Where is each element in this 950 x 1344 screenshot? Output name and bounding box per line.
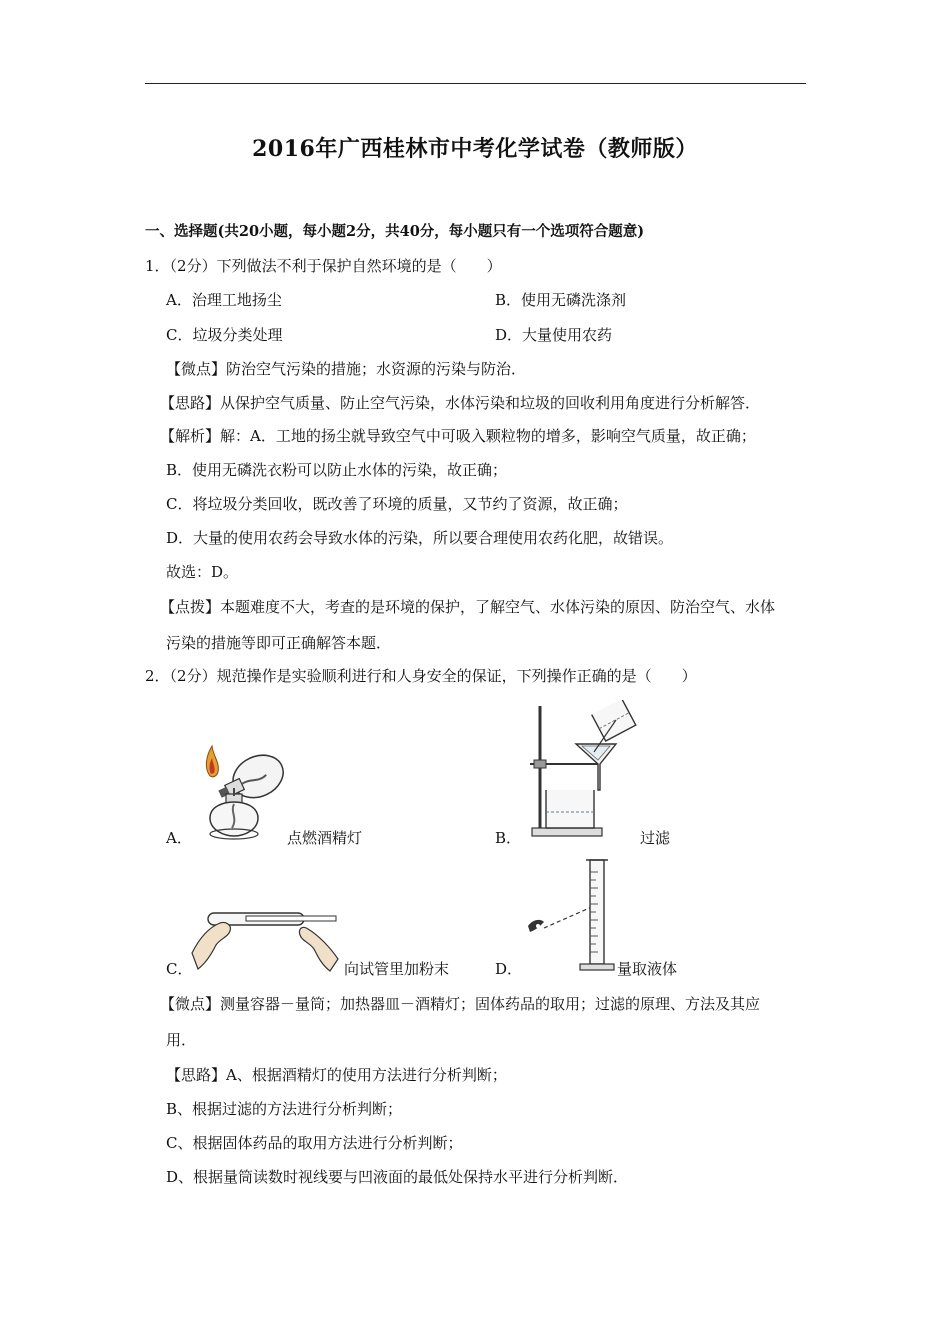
q2-weidian-line: 用．	[166, 1031, 197, 1049]
q1-jiexi-line: 【解析】解：A．工地的扬尘就导致空气中可吸入颗粒物的增多，影响空气质量，故正确；	[160, 427, 756, 445]
q2-option-c-letter: C．	[166, 960, 193, 978]
q1-silu: 【思路】从保护空气质量、防止空气污染，水体污染和垃圾的回收利用角度进行分析解答．	[160, 394, 761, 412]
alcohol-lamp-figure	[190, 738, 292, 842]
q1-option-c: C．垃圾分类处理	[166, 326, 283, 344]
q2-stem: 2．（2分）规范操作是实验顺利进行和人身安全的保证，下列操作正确的是（ ）	[145, 667, 697, 685]
q2-option-d-letter: D．	[495, 960, 523, 978]
page-title: 2016年广西桂林市中考化学试卷（教师版）	[252, 136, 698, 162]
q2-option-b-letter: B．	[495, 829, 522, 847]
graduated-cylinder-figure	[524, 856, 616, 974]
q1-dianbo-line: 污染的措施等即可正确解答本题．	[166, 634, 392, 652]
q2-option-a-letter: A．	[166, 829, 192, 847]
header-rule	[145, 83, 806, 84]
q2-option-b-text: 过滤	[640, 829, 671, 847]
q1-option-a: A．治理工地扬尘	[166, 291, 282, 309]
test-tube-figure	[190, 893, 340, 973]
q1-dianbo-line: 【点拨】本题难度不大，考查的是环境的保护，了解空气、水体污染的原因、防治空气、水体	[160, 598, 776, 616]
q2-weidian-line: 【微点】测量容器－量筒；加热器皿－酒精灯；固体药品的取用；过滤的原理、方法及其应	[160, 995, 761, 1013]
q1-answer: 故选：D。	[166, 563, 239, 581]
q1-stem: 1．（2分）下列做法不利于保护自然环境的是（ ）	[145, 257, 502, 275]
q1-option-d: D．大量使用农药	[495, 326, 613, 344]
q1-weidian: 【微点】防治空气污染的措施；水资源的污染与防治．	[166, 360, 527, 378]
q2-silu-line: B、根据过滤的方法进行分析判断；	[166, 1100, 403, 1118]
filtration-figure	[520, 700, 640, 840]
q2-silu-line: D、根据量筒读数时视线要与凹液面的最低处保持水平进行分析判断．	[166, 1168, 629, 1186]
q2-option-a-text: 点燃酒精灯	[287, 829, 363, 847]
q2-silu-line: C、根据固体药品的取用方法进行分析判断；	[166, 1134, 463, 1152]
q1-jiexi-line: D．大量的使用农药会导致水体的污染，所以要合理使用农药化肥，故错误。	[166, 529, 674, 547]
q2-silu-line: 【思路】A、根据酒精灯的使用方法进行分析判断；	[166, 1066, 507, 1084]
q1-jiexi-line: B．使用无磷洗衣粉可以防止水体的污染，故正确；	[166, 461, 508, 479]
q2-option-d-text: 量取液体	[617, 960, 678, 978]
q1-jiexi-line: C．将垃圾分类回收，既改善了环境的质量，又节约了资源，故正确；	[166, 495, 628, 513]
section-heading: 一、选择题(共20小题，每小题2分，共40分，每小题只有一个选项符合题意)	[145, 223, 645, 240]
q2-option-c-text: 向试管里加粉末	[344, 960, 450, 978]
q1-option-b: B．使用无磷洗涤剂	[495, 291, 627, 309]
